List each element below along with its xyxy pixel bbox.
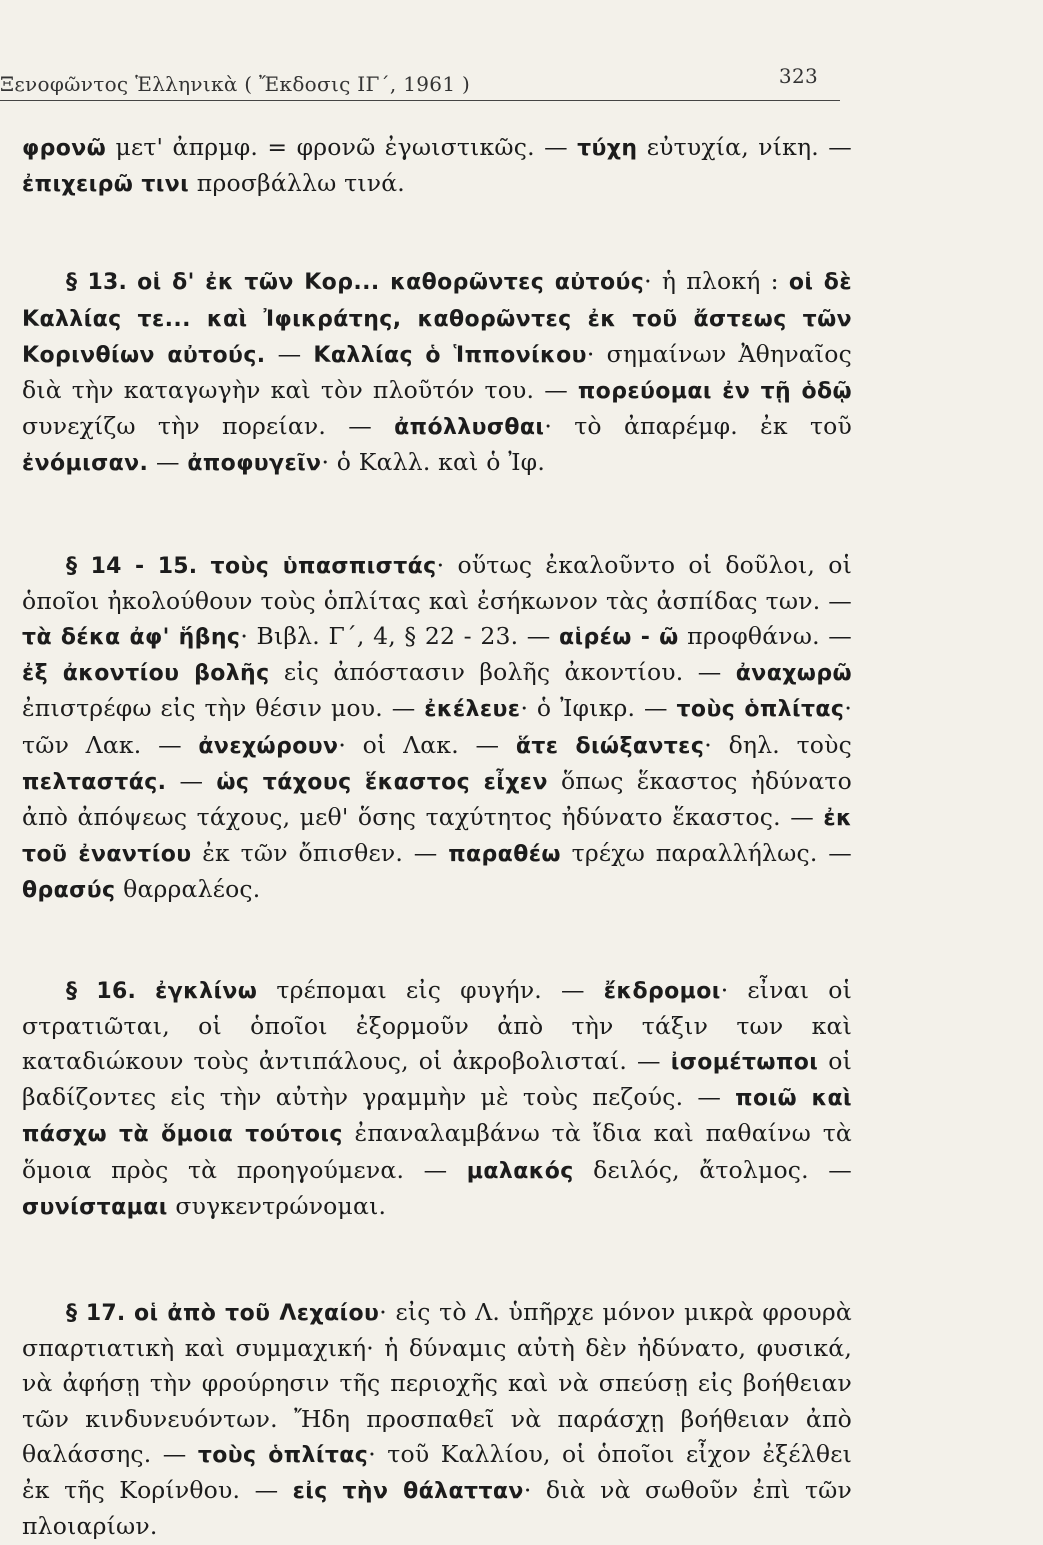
lemma: συνίσταμαι [22, 1194, 168, 1220]
gloss: · οἱ Λακ. — [338, 730, 516, 759]
gloss: · ὁ Ἰφικρ. — [520, 694, 677, 723]
lemma: ἀπόλλυσθαι [394, 415, 545, 441]
lemma: ἐγκλίνω [155, 978, 258, 1004]
section-number: § 14 - 15. [66, 553, 198, 579]
lemma: οἱ ἀπὸ τοῦ Λεχαίου [134, 1301, 380, 1327]
lemma: ἐκ τοῦ ἐναντίου [22, 806, 852, 868]
lemma: ἀνεχώρουν [198, 733, 339, 759]
lemma: ἀναχωρῶ [735, 661, 852, 687]
lemma: θρασύς [22, 878, 116, 904]
gloss: · τοῦ Καλλίου, οἱ ὁποῖοι εἶχον ἐξέλθει ἐκ τῆς Κορίνθου. — [22, 1439, 853, 1505]
gloss: · τῶν Λακ. — [22, 694, 853, 759]
lemma: τοὺς ὁπλίτας [197, 1442, 369, 1468]
lemma: ἰσομέτωποι [670, 1050, 819, 1076]
lemma: ἅτε διώξαντες [515, 733, 705, 759]
gloss: · σημαίνων Ἀθηναῖος διὰ τὴν καταγωγὴν καὶ τὸν πλοῦτόν του. — [22, 339, 852, 405]
paragraph-gap [22, 482, 852, 548]
paragraph-gap [22, 1225, 852, 1295]
lemma: τύχη [577, 136, 638, 161]
lemma: ἀποφυγεῖν [187, 451, 322, 477]
lemma: οἱ δ' ἐκ τῶν Κορ... καθορῶντες αὐτούς [137, 270, 645, 296]
lemma: τὰ δέκα ἀφ' ἥβης [22, 625, 241, 651]
lemma: παραθέω [448, 842, 561, 868]
gloss: · δηλ. τοὺς [704, 730, 852, 759]
gloss: οἱ βαδίζοντες εἰς τὴν αὐτὴν γραμμὴν μὲ τοὺς πεζούς. — [22, 1047, 852, 1112]
gloss: · οὕτως ἐκαλοῦντο οἱ δοῦλοι, οἱ ὁποῖοι ἠκολούθουν τοὺς ὁπλίτας καὶ ἐσήκωνον τὰς ἀσπίδας των. — [22, 550, 853, 615]
gloss: — [265, 339, 314, 368]
gloss: προσβάλλω τινά. [189, 169, 405, 198]
lemma: ἐνόμισαν. [22, 451, 149, 477]
paragraph-gap [22, 909, 852, 973]
lemma: οἱ δὲ Καλλίας τε... καὶ Ἰφικράτης, καθορῶντες ἐκ τοῦ ἄστεως τῶν Κορινθίων αὐτούς. [22, 270, 852, 368]
gloss: · ὁ Καλλ. καὶ ὁ Ἰφ. [321, 448, 545, 477]
gloss: συγκεντρώνομαι. [167, 1191, 387, 1220]
gloss: ἐκ τῶν ὄπισθεν. — [191, 839, 449, 868]
gloss: ὅπως ἕκαστος ἠδύνατο ἀπὸ ἀπόψεως τάχους, μεθ' ὅσης ταχύτητος ἠδύνατο ἕκαστος. — [22, 766, 852, 832]
lemma: αἱρέω - ῶ [559, 625, 679, 651]
gloss: εὐτυχία, νίκη. — [637, 133, 852, 161]
lemma: ἐκέλευε [424, 697, 521, 723]
gloss: · διὰ νὰ σωθοῦν ἐπὶ τῶν πλοιαρίων. [22, 1476, 852, 1541]
gloss: · τὸ ἀπαρέμφ. ἐκ τοῦ [544, 412, 852, 441]
lemma: ἐξ ἀκοντίου βολῆς [22, 661, 270, 687]
gloss: προφθάνω. — [678, 622, 852, 651]
gloss: ἐπιστρέφω εἰς τὴν θέσιν μου. — [22, 694, 425, 723]
section-13 [22, 264, 852, 481]
section-17 [22, 1295, 852, 1544]
lemma: Καλλίας ὁ Ἱππονίκου [313, 342, 587, 368]
lemma: μαλακός [466, 1158, 574, 1184]
lemma: ἐπιχειρῶ τινι [22, 172, 190, 198]
lemma: τοὺς ὁπλίτας [676, 697, 845, 723]
lemma: ποιῶ καὶ πάσχω τὰ ὅμοια τούτοις [22, 1086, 852, 1148]
lemma: τοὺς ὑπασπιστάς [210, 553, 437, 579]
section-number: § 13. [66, 270, 128, 296]
section-14-15 [22, 548, 852, 909]
running-header [0, 64, 850, 104]
lemma: ἔκδρομοι [603, 978, 721, 1004]
gloss: θαρραλέος. [115, 875, 261, 904]
gloss: δειλός, ἄτολμος. — [573, 1155, 852, 1184]
paragraph-continuation [22, 130, 852, 202]
section-16 [22, 973, 852, 1225]
section-number: § 17. [66, 1301, 126, 1327]
commentary-body [22, 130, 852, 1545]
running-title: Ξενοφῶντος Ἑλληνικὰ ( Ἔκδοσις ΙΓ΄, 1961 ) [0, 72, 471, 96]
gloss: ἐπαναλαμβάνω τὰ ἴδια καὶ παθαίνω τὰ ὅμοια πρὸς τὰ προηγούμενα. — [22, 1119, 852, 1184]
gloss: τρέχω παραλλήλως. — [560, 839, 852, 868]
section-number: § 16. [66, 978, 137, 1004]
gloss: · ἡ πλοκή : [644, 267, 789, 296]
gloss: · εἰς τὸ Λ. ὑπῆρχε μόνον μικρὰ φρουρὰ σπαρτιατικὴ καὶ συμμαχική· ἡ δύναμις αὐτὴ δὲν ἠδύνατο, φυσικά, νὰ ἀφήσῃ τὴν φρούρησιν τῆς περιοχῆς καὶ νὰ σπεύσῃ εἰς βοήθειαν τῶν κινδυνευόντων. Ἤδη προσπαθεῖ νὰ παράσχῃ βοήθειαν ἀπὸ θαλάσσης. — [22, 1298, 852, 1468]
gloss: τρέπομαι εἰς φυγήν. — [257, 975, 604, 1004]
gloss: εἰς ἀπόστασιν βολῆς ἀκοντίου. — [269, 658, 736, 687]
gloss: μετ' ἀπρμφ. = φρονῶ ἐγωιστικῶς. — [106, 133, 578, 161]
gloss: · εἶναι οἱ στρατιῶται, οἱ ὁποῖοι ἐξορμοῦν ἀπὸ τὴν τάξιν των καὶ καταδιώκουν τοὺς ἀντιπάλους, οἱ ἀκροβολισταί. — [22, 975, 853, 1076]
gloss: — [166, 766, 217, 795]
gloss: · Βιβλ. Γ΄, 4, § 22 - 23. — [240, 622, 560, 651]
header-rule [0, 100, 840, 101]
lemma: πελταστάς. [22, 769, 167, 795]
page-number: 323 [778, 64, 818, 88]
lemma: εἰς τὴν θάλατταν [292, 1479, 524, 1505]
lemma: ὡς τάχους ἕκαστος εἶχεν [216, 769, 548, 795]
lemma: φρονῶ [22, 136, 107, 161]
gloss: συνεχίζω τὴν πορείαν. — [22, 412, 395, 441]
gloss: — [148, 448, 188, 477]
paragraph-gap [22, 202, 852, 264]
lemma: πορεύομαι ἐν τῇ ὁδῷ [577, 379, 853, 405]
